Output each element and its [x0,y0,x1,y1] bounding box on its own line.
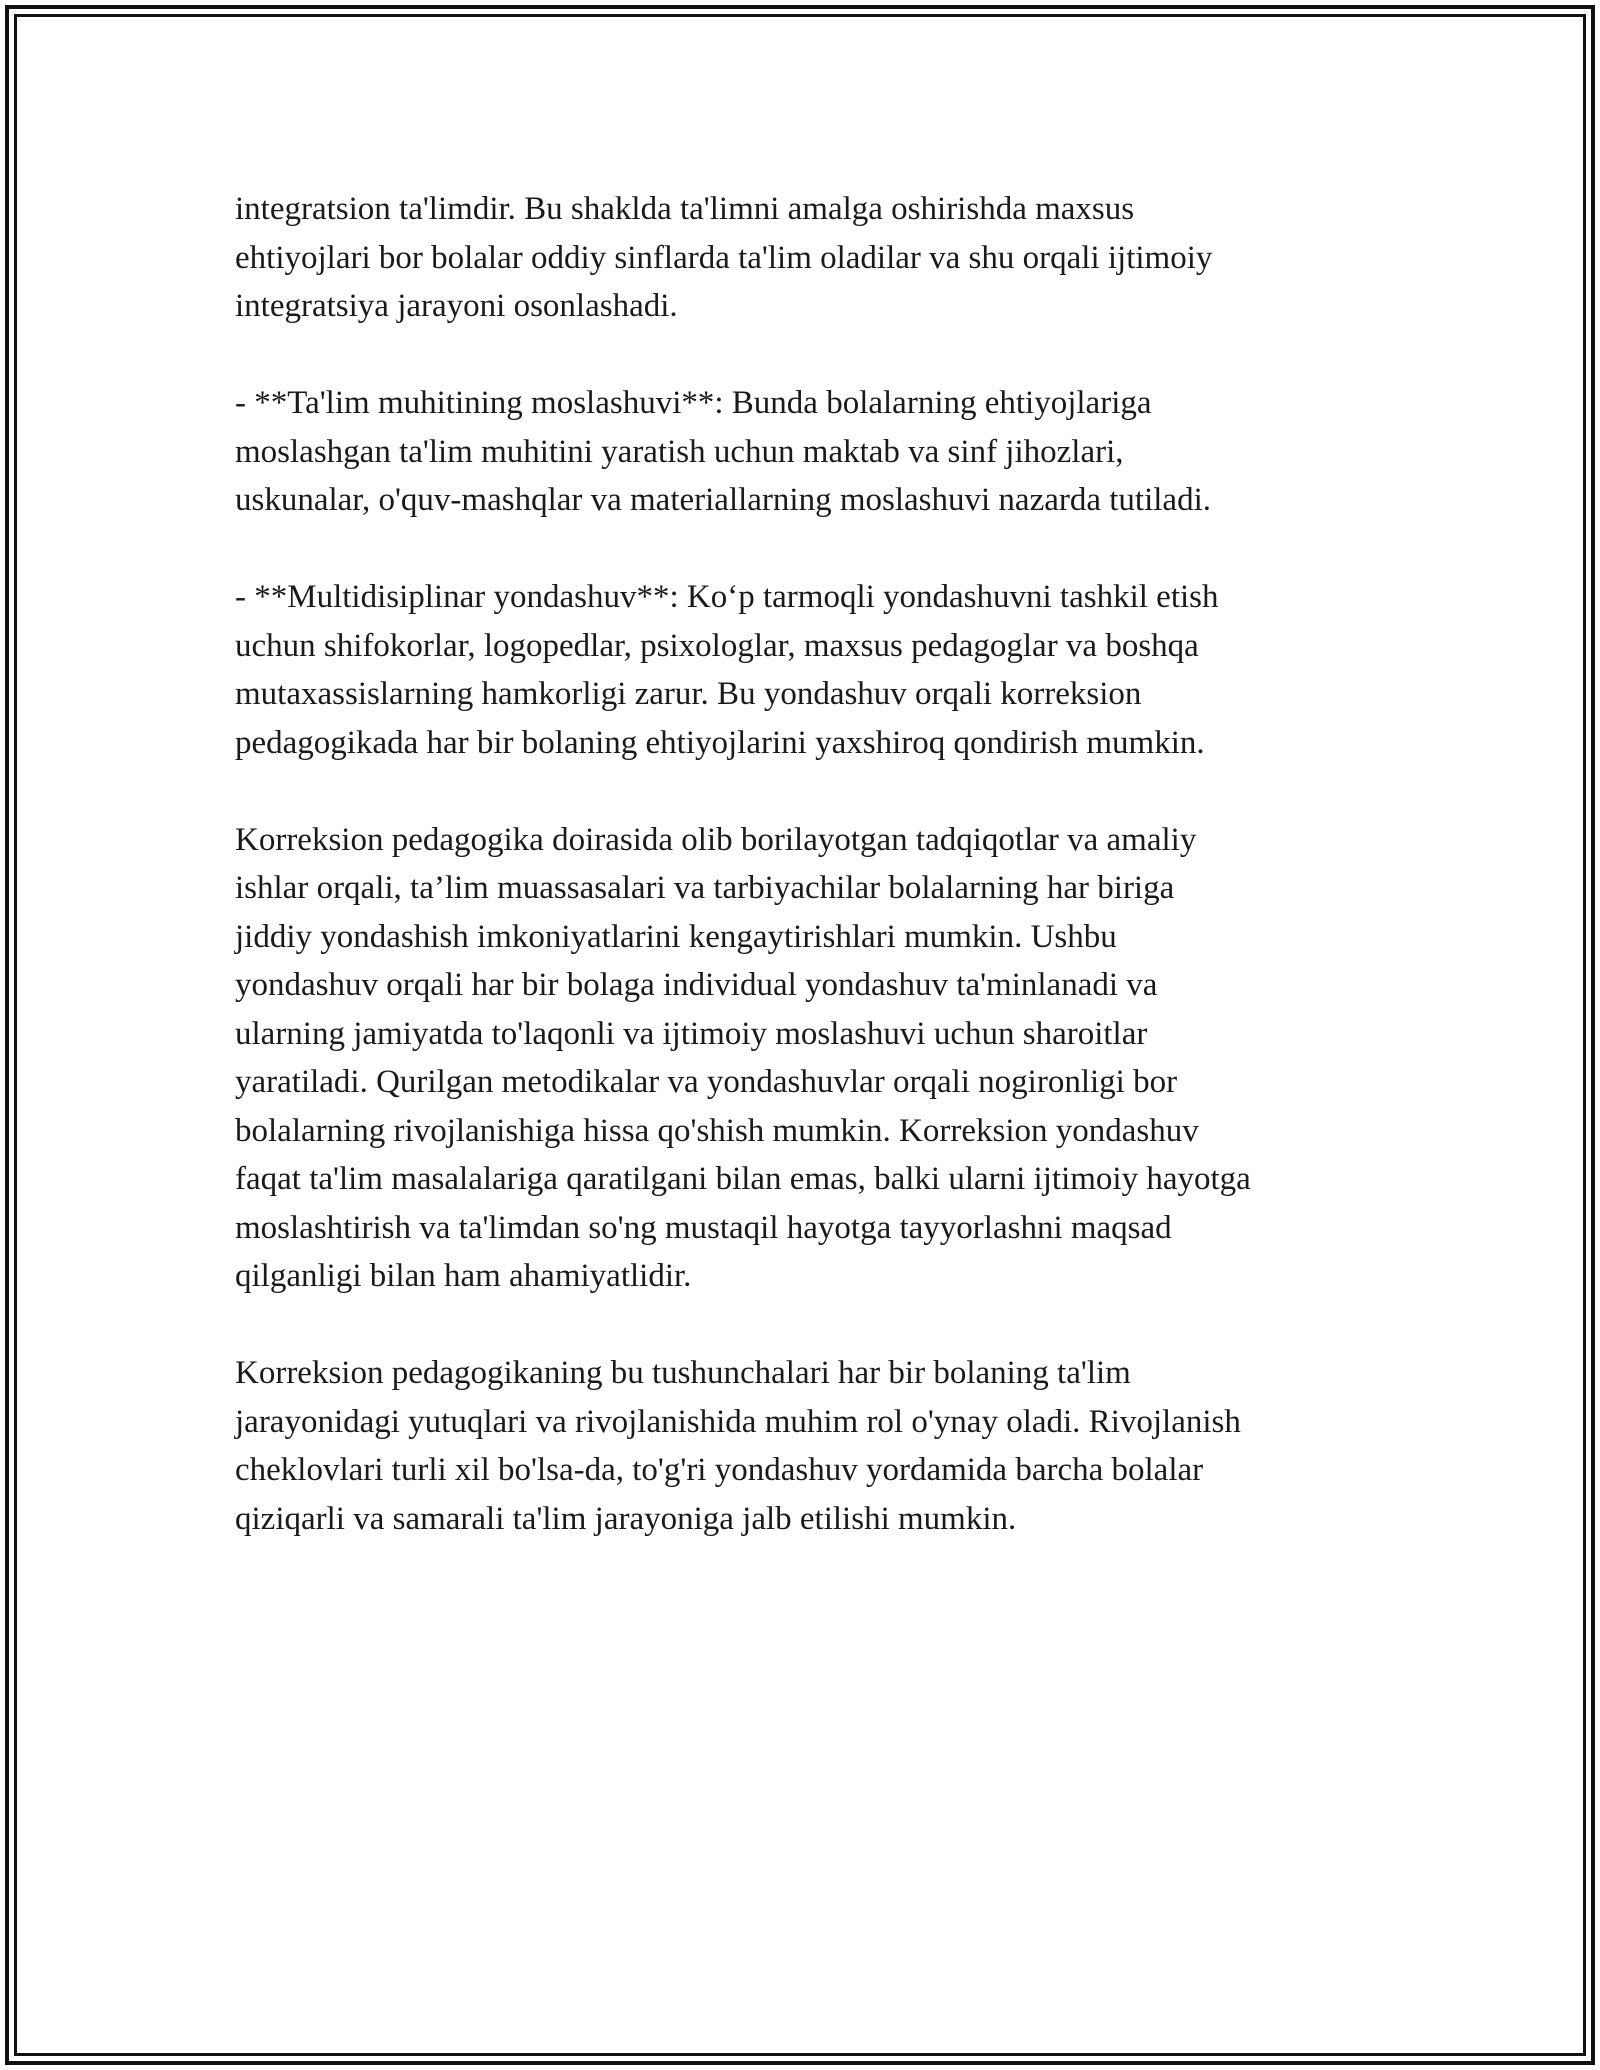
text-line: ularning jamiyatda to'laqonli va ijtimoiy moslashuvi uchun sharoitlar [235,1015,1148,1052]
text-line: ishlar orqali, ta’lim muassasalari va tarbiyachilar bolalarning har biriga [235,870,1175,906]
text-line: - **Multidisiplinar yondashuv**: Ko‘p tarmoqli yondashuvni tashkil etish [235,579,1219,615]
paragraph-integration [235,185,1395,331]
text-line: bolalarning rivojlanishiga hissa qo'shish mumkin. Korreksion yondashuv [235,1112,1199,1149]
text-line: jarayonidagi yutuqlari va rivojlanishida muhim rol o'ynay oladi. Rivojlanish [235,1403,1241,1440]
text-line: yaratiladi. Qurilgan metodikalar va yondashuvlar orqali nogironligi bor [235,1064,1178,1100]
text-line: Korreksion pedagogika doirasida olib borilayotgan tadqiqotlar va amaliy [235,821,1197,858]
document-body [235,185,1395,1592]
text-line: - **Ta'lim muhitining moslashuvi**: Bunda bolalarning ehtiyojlariga [235,385,1152,421]
text-line: faqat ta'lim masalalariga qaratilgani bilan emas, balki ularni ijtimoiy hayotga [235,1161,1251,1197]
paragraph-environment-adaptation [235,379,1395,525]
text-line: jiddiy yondashish imkoniyatlarini kengaytirishlari mumkin. Ushbu [235,918,1117,955]
text-line: moslashtirish va ta'limdan so'ng mustaqil hayotga tayyorlashni maqsad [235,1209,1172,1246]
text-line: pedagogikada har bir bolaning ehtiyojlarini yaxshiroq qondirish mumkin. [235,724,1205,761]
text-line: ehtiyojlari bor bolalar oddiy sinflarda ta'lim oladilar va shu orqali ijtimoiy [235,239,1213,276]
paragraph-conclusion [235,1349,1395,1543]
text-line: mutaxassislarning hamkorligi zarur. Bu yondashuv orqali korreksion [235,676,1142,712]
text-line: moslashgan ta'lim muhitini yaratish uchun maktab va sinf jihozlari, [235,433,1124,470]
paragraph-multidisciplinary-approach [235,573,1395,767]
text-line: Korreksion pedagogikaning bu tushunchalari har bir bolaning ta'lim [235,1355,1131,1391]
text-line: yondashuv orqali har bir bolaga individual yondashuv ta'minlanadi va [235,967,1158,1003]
text-line: qiziqarli va samarali ta'lim jarayoniga jalb etilishi mumkin. [235,1500,1017,1537]
text-line: uskunalar, o'quv-mashqlar va materiallarning moslashuvi nazarda tutiladi. [235,482,1211,518]
text-line: integratsiya jarayoni osonlashadi. [235,288,678,324]
text-line: cheklovlari turli xil bo'lsa-da, to'g'ri yondashuv yordamida barcha bolalar [235,1452,1204,1488]
paragraph-research-practice [235,816,1395,1301]
text-line: uchun shifokorlar, logopedlar, psixologlar, maxsus pedagoglar va boshqa [235,627,1199,664]
text-line: integratsion ta'limdir. Bu shaklda ta'limni amalga oshirishda maxsus [235,191,1135,227]
text-line: qilganligi bilan ham ahamiyatlidir. [235,1258,692,1294]
